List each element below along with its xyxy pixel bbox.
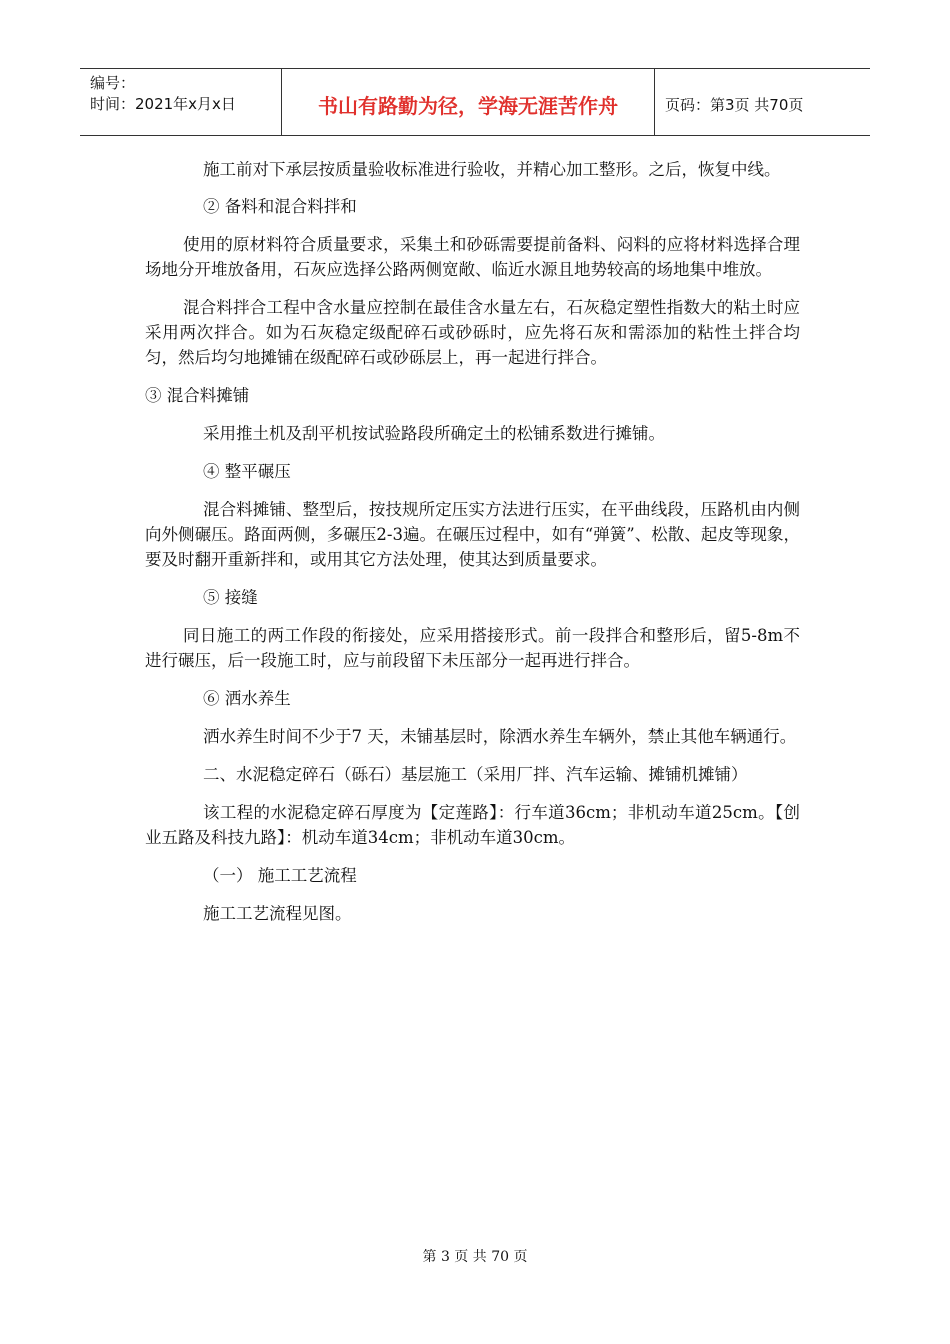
section-heading: ④ 整平碾压 [203,462,291,481]
section-heading: （一） 施工工艺流程 [203,866,357,885]
paragraph: 使用的原材料符合质量要求，采集土和砂砾需要提前备料、闷料的应将材料选择合理场地分开堆放备用，石灰应选择公路两侧宽敞、临近水源且地势较高的场地集中堆放。 [145,235,800,279]
number-label: 编号： [90,74,136,92]
paragraph: 混合料拌合工程中含水量应控制在最佳含水量左右，石灰稳定塑性指数大的粘土时应采用两次拌合。如为石灰稳定级配碎石或砂砾时，应先将石灰和需添加的粘性土拌合均匀，然后均匀地摊铺在级配碎石或砂砾层上，再一起进行拌合。 [145,298,800,367]
section-heading: ③ 混合料摊铺 [145,386,250,405]
date-line: 时间：2021年x月x日 [90,95,236,113]
section-heading: 二、水泥稳定碎石（砾石）基层施工（采用厂拌、汽车运输、摊铺机摊铺） [203,765,748,784]
header-meta [80,69,282,135]
header-motto: 书山有路勤为径，学海无涯苦作舟 [282,69,655,135]
paragraph: 施工工艺流程见图。 [203,904,352,923]
document-body [145,157,800,926]
section-heading: ② 备料和混合料拌和 [203,197,357,216]
paragraph: 混合料摊铺、整型后，按技规所定压实方法进行压实，在平曲线段，压路机由内侧向外侧碾压。路面两侧，多碾压2-3遍。在碾压过程中，如有“弹簧”、松散、起皮等现象，要及时翻开重新拌和，或用其它方法处理，使其达到质量要求。 [145,500,800,569]
paragraph: 采用推土机及刮平机按试验路段所确定土的松铺系数进行摊铺。 [203,424,665,443]
page-footer: 第 3 页 共 70 页 [422,1249,528,1265]
section-heading: ⑥ 洒水养生 [203,689,291,708]
paragraph: 该工程的水泥稳定碎石厚度为【定莲路】：行车道36cm；非机动车道25cm。【创业五路及科技九路】：机动车道34cm；非机动车道30cm。 [145,803,800,847]
section-heading: ⑤ 接缝 [203,588,258,607]
paragraph: 同日施工的两工作段的衔接处，应采用搭接形式。前一段拌合和整形后，留5-8m不进行碾压，后一段施工时，应与前段留下未压部分一起再进行拌合。 [145,626,800,670]
header-page-info: 页码：第3页 共70页 [665,95,804,114]
paragraph: 洒水养生时间不少于7 天，未铺基层时，除洒水养生车辆外，禁止其他车辆通行。 [203,727,797,746]
paragraph: 施工前对下承层按质量验收标准进行验收，并精心加工整形。之后，恢复中线。 [203,160,781,179]
page-header [80,68,870,136]
